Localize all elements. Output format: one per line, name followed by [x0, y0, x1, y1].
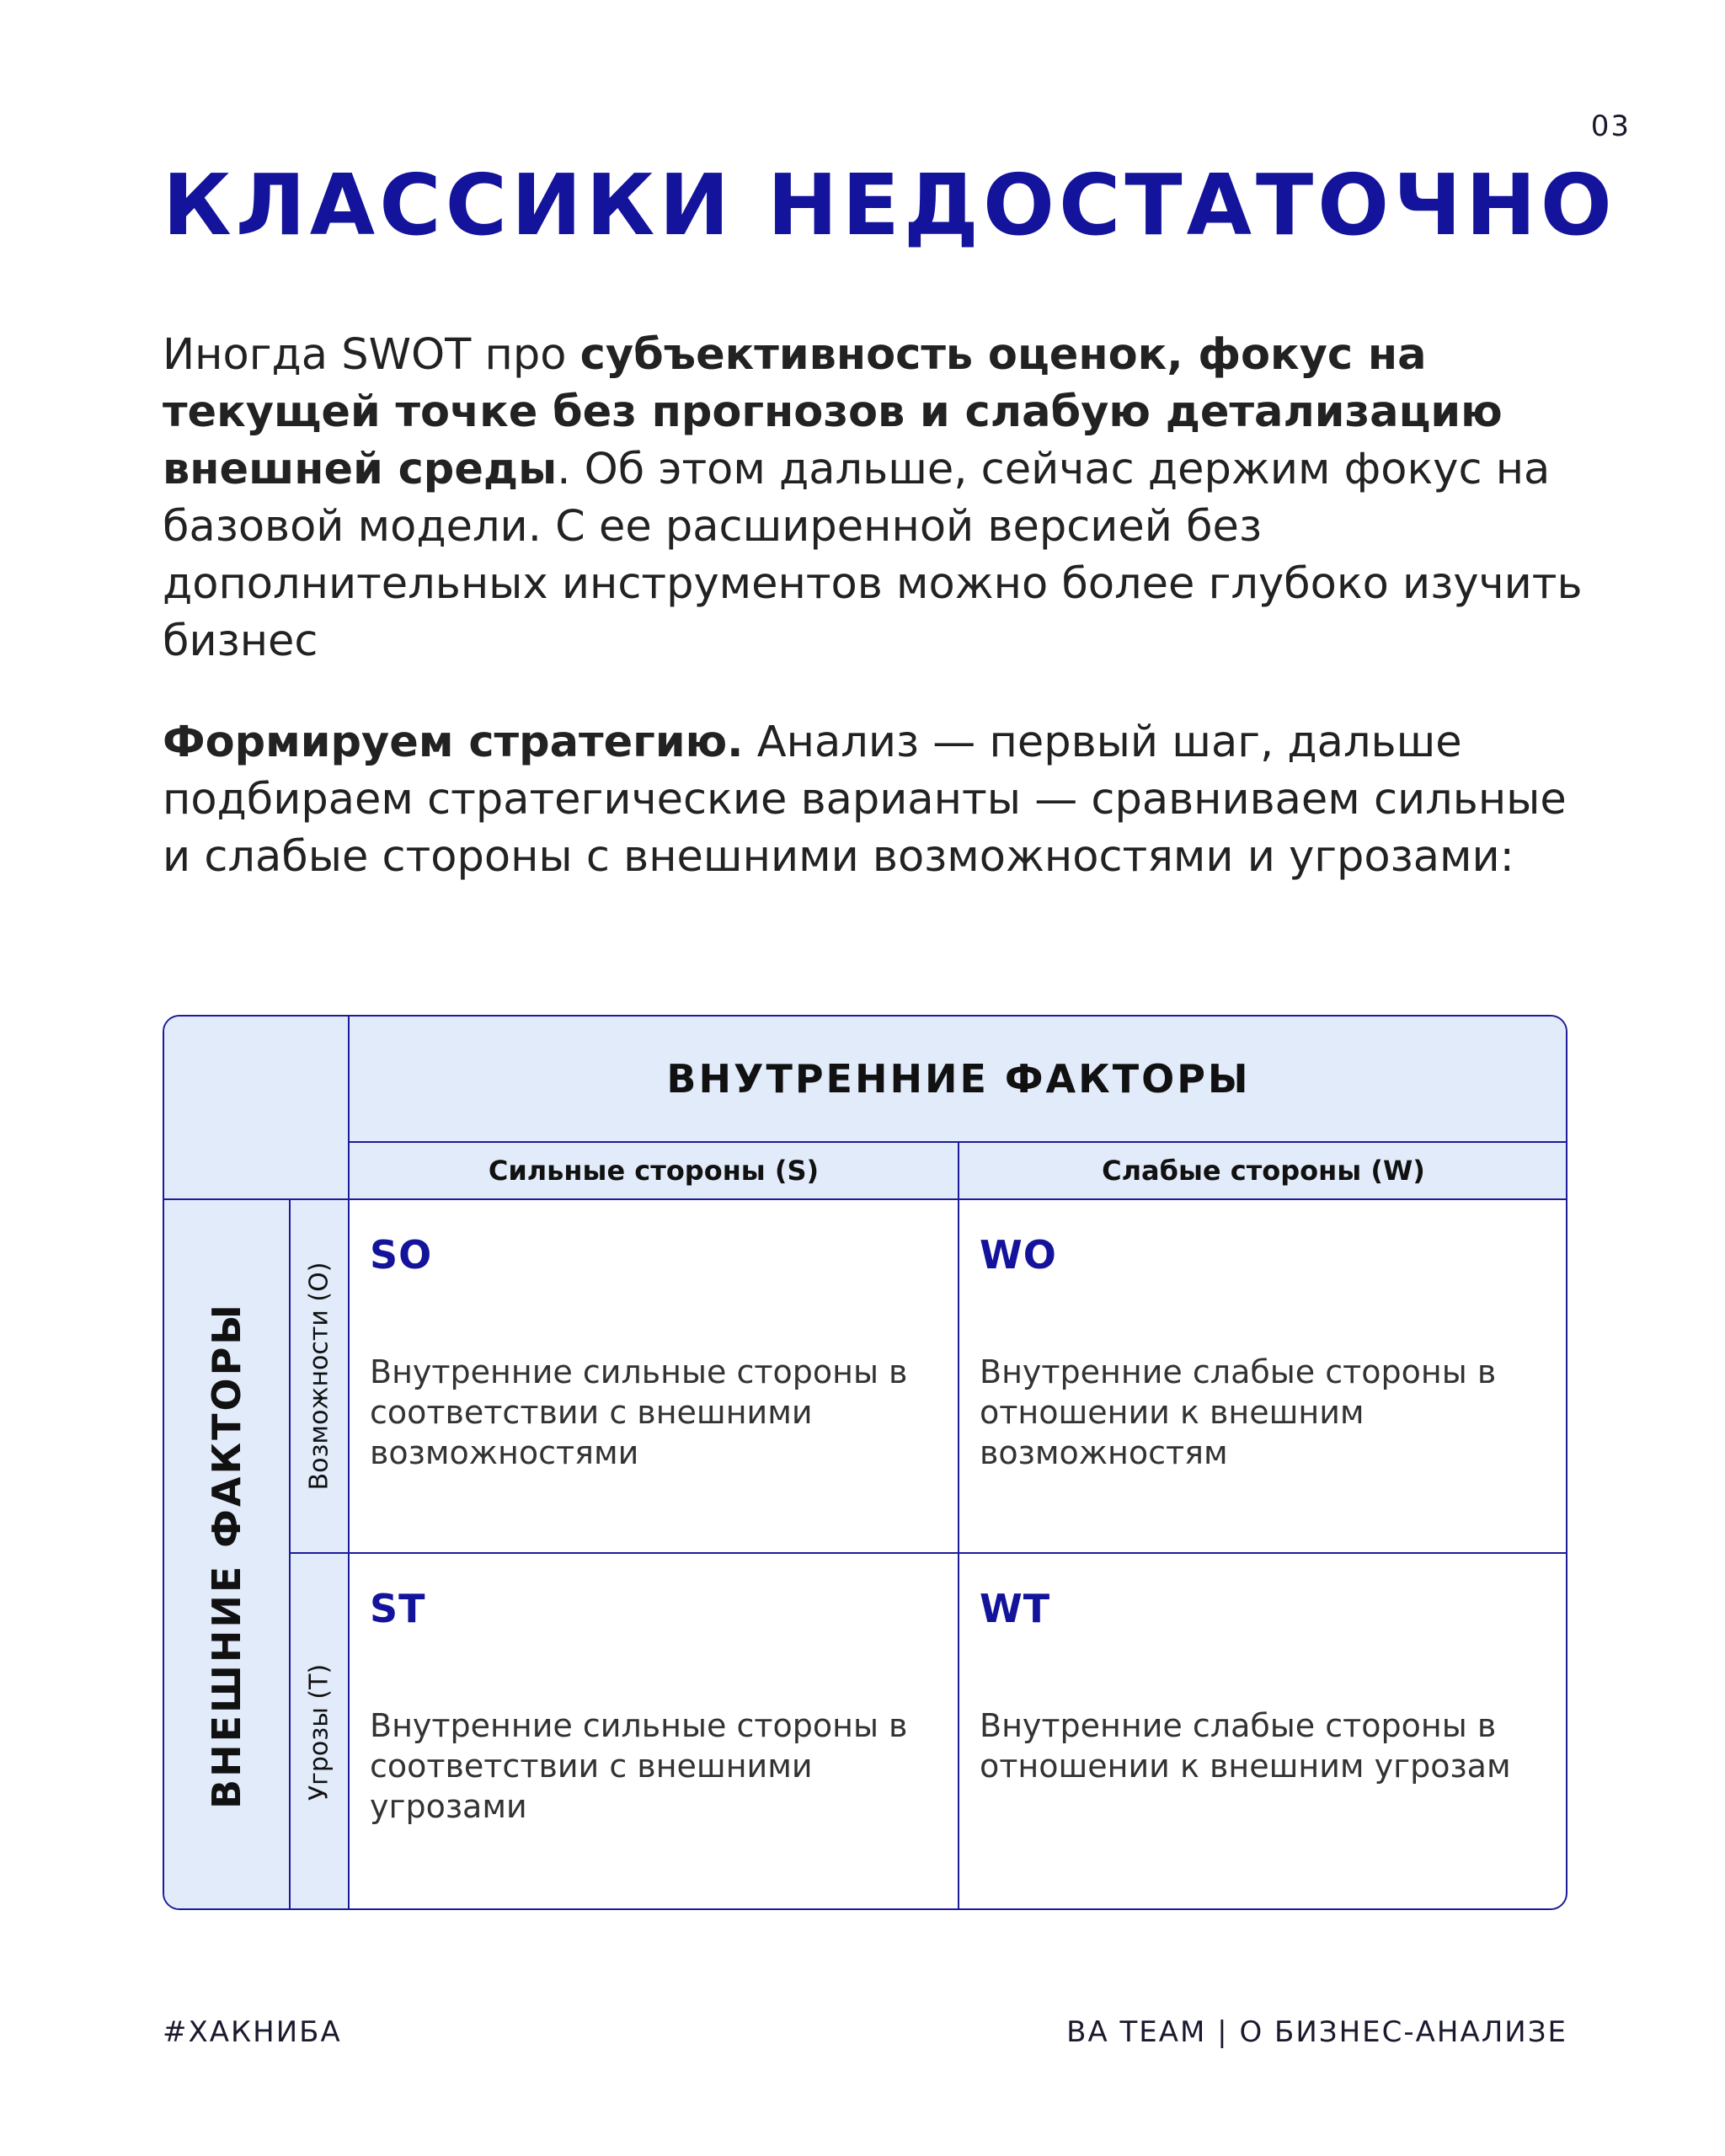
- strengths-column-header: [350, 1143, 958, 1198]
- opportunities-row-header: [291, 1200, 348, 1552]
- wo-code: WO: [980, 1232, 1057, 1278]
- external-factors-header: [164, 1200, 289, 1910]
- footer-hashtag: #ХАКНИБА: [163, 2015, 342, 2049]
- weaknesses-label: Слабые стороны (W): [1102, 1155, 1425, 1187]
- wo-quadrant: [959, 1200, 1567, 1552]
- wt-quadrant: [959, 1554, 1567, 1910]
- corner-cell: [164, 1017, 350, 1200]
- intro-paragraph: [163, 327, 1594, 670]
- st-description: Внутренние сильные стороны в соответствии с внешними угрозами: [370, 1707, 908, 1825]
- strengths-label: Сильные стороны (S): [488, 1155, 820, 1187]
- st-code: ST: [370, 1586, 426, 1631]
- threats-row-header: [291, 1554, 348, 1910]
- opportunities-label: Возможности (O): [304, 1262, 334, 1491]
- swot-matrix: [163, 1015, 1567, 1910]
- wt-code: WT: [980, 1586, 1051, 1631]
- grid-line: [958, 1141, 959, 1910]
- grid-line: [348, 1141, 1567, 1143]
- grid-line: [289, 1552, 1567, 1554]
- intro-text-2: . Об этом дальше, сейчас держим фокус на базовой модели. С ее расширенной версией без дополнительных инструментов можно более глубоко изучить бизнес: [163, 445, 1583, 666]
- threats-label: Угрозы (T): [304, 1663, 334, 1801]
- grid-line: [289, 1198, 291, 1910]
- strategy-text: Анализ — первый шаг, дальше подбираем стратегические варианты — сравниваем сильные и слабые стороны с внешними возможностями и угрозами:: [163, 718, 1567, 882]
- wo-description: Внутренние слабые стороны в отношении к внешним возможностям: [980, 1353, 1497, 1471]
- internal-factors-header: [350, 1017, 1567, 1141]
- intro-bold-text: субъективность оценок, фокус на текущей точке без прогнозов и слабую детализацию внешней среды: [163, 330, 1503, 494]
- page-title: КЛАССИКИ НЕДОСТАТОЧНО: [163, 156, 1616, 254]
- weaknesses-column-header: [959, 1143, 1567, 1198]
- so-code: SO: [370, 1232, 433, 1278]
- external-factors-label: ВНЕШНИЕ ФАКТОРЫ: [204, 1301, 249, 1809]
- grid-line: [164, 1198, 1567, 1200]
- grid-line: [348, 1017, 350, 1910]
- st-quadrant: [350, 1554, 958, 1910]
- strategy-paragraph: [163, 714, 1594, 886]
- strategy-bold-text: Формируем стратегию.: [163, 718, 744, 767]
- page-number: 03: [1590, 109, 1631, 143]
- so-quadrant: [350, 1200, 958, 1552]
- footer-brand: BA TEAM | О БИЗНЕС-АНАЛИЗЕ: [1066, 2015, 1567, 2049]
- so-description: Внутренние сильные стороны в соответствии с внешними возможностями: [370, 1353, 908, 1471]
- intro-text-1: Иногда SWOT про: [163, 330, 580, 380]
- wt-description: Внутренние слабые стороны в отношении к внешним угрозам: [980, 1707, 1511, 1785]
- internal-factors-label: ВНУТРЕННИЕ ФАКТОРЫ: [666, 1056, 1251, 1102]
